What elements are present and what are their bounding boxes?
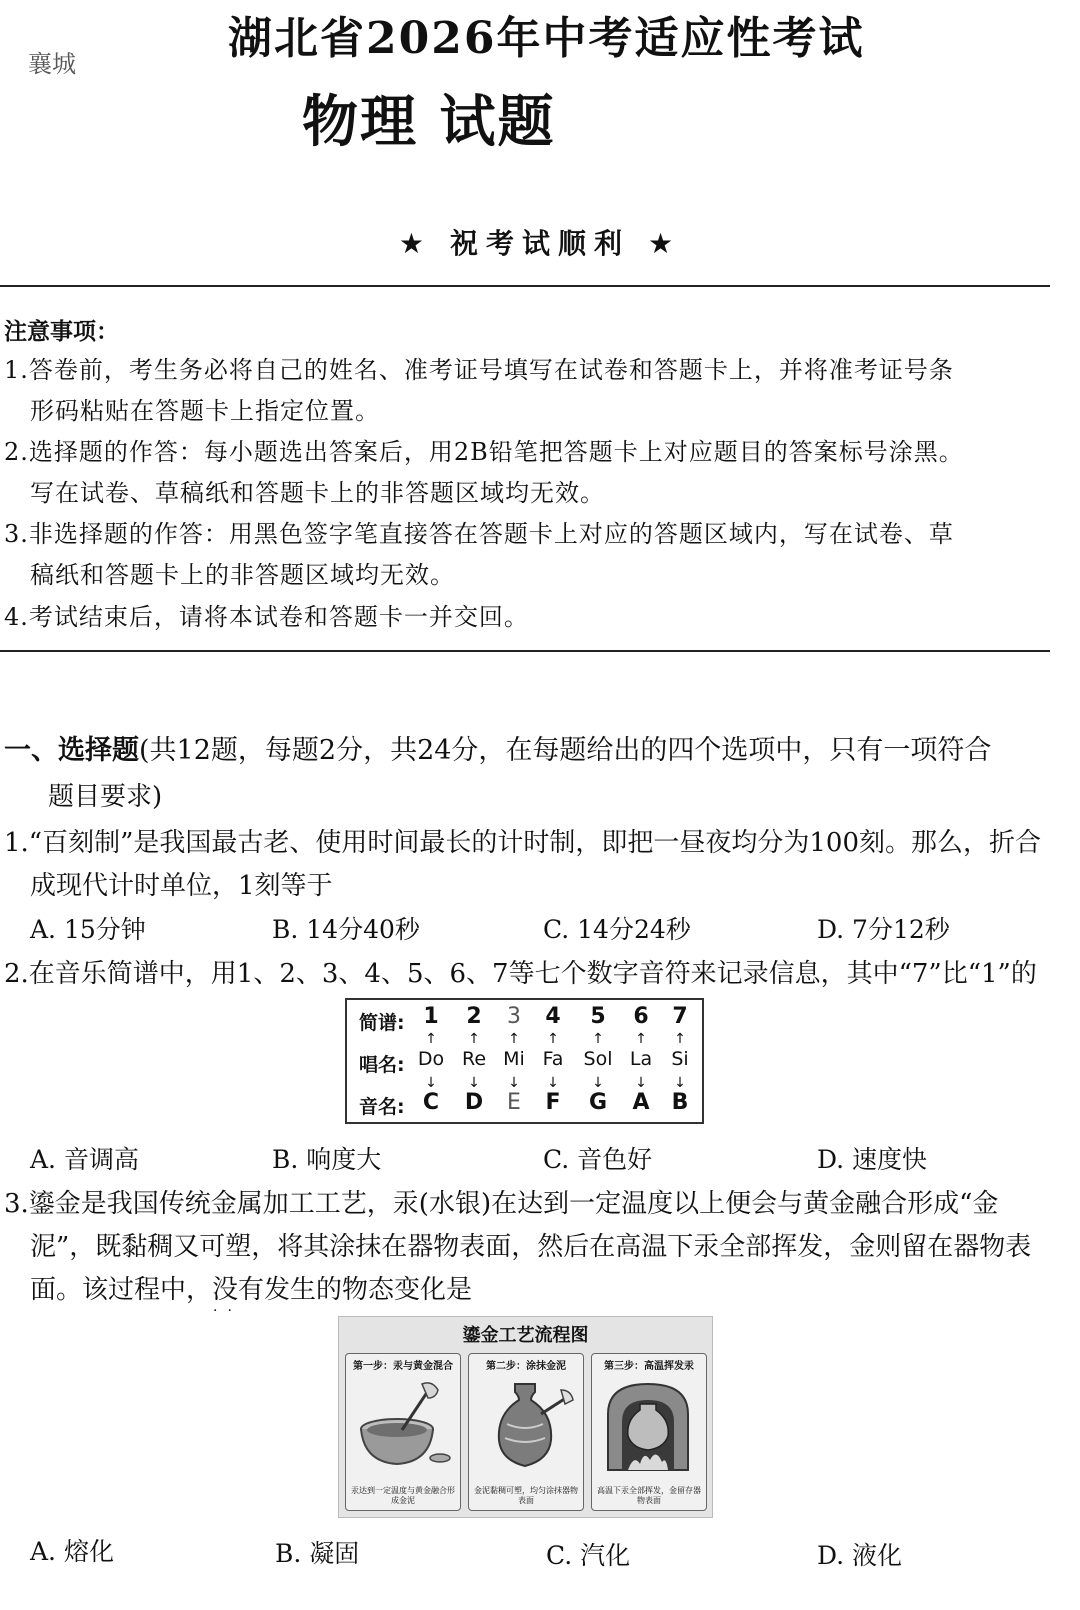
q3-option-c: C. 汽化 [546, 1541, 631, 1570]
step-caption: 汞达到一定温度与黄金融合形成金泥 [351, 1486, 455, 1505]
furnace-icon [598, 1374, 698, 1474]
flow-step-3 [591, 1353, 707, 1511]
down-arrow-icon: ↓ [508, 1075, 520, 1091]
wish-banner [0, 222, 1080, 262]
city-label: 襄城 [28, 50, 76, 78]
up-arrow-icon: ↑ [547, 1031, 559, 1047]
section-heading [4, 728, 991, 767]
section-desc: (共12题，每题2分，共24分，在每题给出的四个选项中，只有一项符合 [139, 735, 992, 766]
notice-line: 1.答卷前，考生务必将自己的姓名、准考证号填写在试卷和答题卡上，并将准考证号条 [4, 356, 954, 384]
q3-option-d: D. 液化 [817, 1541, 903, 1570]
up-arrow-icon: ↑ [425, 1031, 437, 1047]
jianpu-syllable: Do [417, 1048, 445, 1070]
section-title: 一、选择题 [4, 735, 139, 766]
jianpu-syllable: La [629, 1048, 653, 1070]
emphasis-dots: ·· [213, 1303, 242, 1319]
jianpu-syllable: Sol [583, 1048, 613, 1070]
notice-title: 注意事项： [4, 318, 119, 345]
q3-option-a: A. 熔化 [30, 1537, 114, 1566]
down-arrow-icon: ↓ [592, 1075, 604, 1091]
jianpu-note: A [632, 1090, 650, 1115]
q1-stem: 1.“百刻制”是我国最古老、使用时间最长的计时制，即把一昼夜均分为100刻。那么，折合 [4, 828, 1042, 858]
jianpu-syllable: Fa [542, 1048, 564, 1070]
jianpu-number: 2 [466, 1004, 482, 1029]
row-label-changming: 唱名: [359, 1054, 405, 1076]
jianpu-note: D [464, 1090, 484, 1115]
jianpu-note: C [422, 1090, 440, 1115]
jianpu-number: 6 [633, 1004, 649, 1029]
step-caption: 高温下汞全部挥发，金留存器物表面 [597, 1486, 701, 1505]
jianpu-note: B [671, 1090, 689, 1115]
vase-icon [475, 1374, 575, 1474]
q3-stem-cont: 面。该过程中，没有发生的物态变化是 [30, 1275, 473, 1305]
flow-step-2 [468, 1353, 584, 1511]
jianpu-number: 4 [545, 1004, 561, 1029]
step-title: 第二步：涂抹金泥 [486, 1361, 566, 1372]
notice-line: 形码粘贴在答题卡上指定位置。 [30, 397, 380, 425]
jianpu-number: 1 [423, 1004, 439, 1029]
q1-option-b: B. 14分40秒 [272, 915, 420, 944]
exam-title: 湖北省2026年中考适应性考试 [228, 13, 865, 64]
step-title: 第三步：高温挥发汞 [604, 1361, 694, 1372]
star-icon: ★ [398, 227, 432, 260]
notice-line: 2.选择题的作答：每小题选出答案后，用2B铅笔把答题卡上对应题目的答案标号涂黑。 [4, 438, 964, 466]
jianpu-syllable: Mi [503, 1048, 525, 1070]
step-title: 第一步：汞与黄金混合 [353, 1361, 453, 1372]
jianpu-table [345, 998, 704, 1124]
up-arrow-icon: ↑ [674, 1031, 686, 1047]
q1-option-a: A. 15分钟 [30, 915, 146, 944]
q1-stem-cont: 成现代计时单位，1刻等于 [30, 871, 333, 901]
jianpu-syllable: Si [671, 1048, 689, 1070]
q2-option-d: D. 速度快 [817, 1145, 928, 1174]
notice-line: 4.考试结束后，请将本试卷和答题卡一并交回。 [4, 603, 529, 631]
jianpu-note: E [507, 1090, 521, 1115]
flowchart-title: 鎏金工艺流程图 [462, 1325, 589, 1346]
q1-option-d: D. 7分12秒 [817, 915, 950, 944]
down-arrow-icon: ↓ [468, 1075, 480, 1091]
up-arrow-icon: ↑ [592, 1031, 604, 1047]
jianpu-note: F [545, 1090, 561, 1115]
q2-option-c: C. 音色好 [543, 1145, 653, 1174]
step-caption: 金泥黏稠可塑，均匀涂抹器物表面 [474, 1486, 578, 1505]
q1-option-c: C. 14分24秒 [543, 915, 691, 944]
gilding-flowchart [338, 1316, 713, 1518]
down-arrow-icon: ↓ [674, 1075, 686, 1091]
exam-subject: 物理 试题 [302, 89, 556, 155]
notice-line: 稿纸和答题卡上的非答题区域均无效。 [30, 561, 455, 589]
up-arrow-icon: ↑ [468, 1031, 480, 1047]
jianpu-number: 7 [672, 1004, 688, 1029]
row-label-yinming: 音名: [359, 1096, 405, 1118]
down-arrow-icon: ↓ [635, 1075, 647, 1091]
notice-line: 写在试卷、草稿纸和答题卡上的非答题区域均无效。 [30, 479, 605, 507]
up-arrow-icon: ↑ [635, 1031, 647, 1047]
wish-text: 祝考试顺利 [449, 227, 630, 260]
jianpu-number: 5 [590, 1004, 606, 1029]
q3-stem: 3.鎏金是我国传统金属加工工艺，汞(水银)在达到一定温度以上便会与黄金融合形成“金 [4, 1189, 999, 1219]
row-label-jianpu: 简谱: [359, 1012, 405, 1034]
up-arrow-icon: ↑ [508, 1031, 520, 1047]
q2-option-b: B. 响度大 [272, 1145, 382, 1174]
flow-step-1 [345, 1353, 461, 1511]
mixing-bowl-icon [352, 1374, 452, 1474]
jianpu-number: 3 [507, 1004, 521, 1029]
down-arrow-icon: ↓ [425, 1075, 437, 1091]
star-icon: ★ [648, 227, 682, 260]
q3-stem-cont: 泥”，既黏稠又可塑，将其涂抹在器物表面，然后在高温下汞全部挥发，金则留在器物表 [30, 1232, 1032, 1262]
down-arrow-icon: ↓ [547, 1075, 559, 1091]
q3-option-b: B. 凝固 [275, 1539, 360, 1568]
divider-top [0, 285, 1050, 287]
section-desc-cont: 题目要求) [48, 782, 163, 812]
q2-stem: 2.在音乐简谱中，用1、2、3、4、5、6、7等七个数字音符来记录信息，其中“7”比“1”的 [4, 959, 1037, 989]
jianpu-syllable: Re [461, 1048, 487, 1070]
notice-line: 3.非选择题的作答：用黑色签字笔直接答在答题卡上对应的答题区域内，写在试卷、草 [4, 520, 954, 548]
jianpu-note: G [588, 1090, 608, 1115]
divider-bottom [0, 650, 1050, 652]
q2-option-a: A. 音调高 [30, 1145, 139, 1174]
